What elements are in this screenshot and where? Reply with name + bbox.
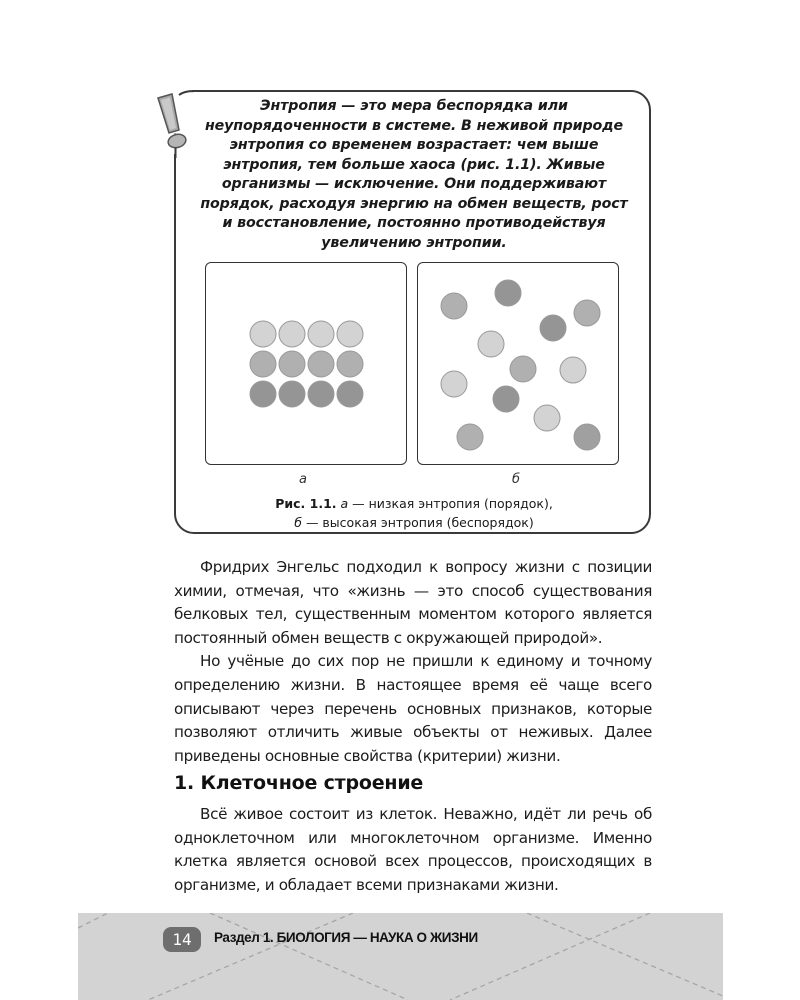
- running-head: Раздел 1. БИОЛОГИЯ — НАУКА О ЖИЗНИ: [214, 930, 478, 945]
- caption-text-a: — низкая энтропия (порядок),: [348, 496, 553, 511]
- body-text-block: [174, 556, 652, 768]
- scattered-particles-illustration: [418, 263, 620, 466]
- caption-line-1: [190, 494, 638, 513]
- figure-panel-high-entropy: [417, 262, 619, 465]
- note-line: организмы — исключение. Они поддерживают: [221, 176, 607, 192]
- note-line: энтропия со временем возрастает: чем выше: [229, 137, 599, 153]
- caption-line-2: [190, 513, 638, 532]
- caption-marker-a: а: [340, 496, 349, 511]
- note-line: порядок, расходуя энергию на обмен веществ, рост: [200, 195, 628, 212]
- caption-marker-b: б: [294, 515, 302, 530]
- figure-panel-low-entropy: [205, 262, 407, 465]
- panel-a-label: а: [299, 472, 307, 487]
- panel-b-label: б: [511, 472, 521, 487]
- paragraph-engels: Фридрих Энгельс подходил к вопросу жизни с позиции химии, отмечая, что «жизнь — это способ существования белковых тел, существенным моментом которого является постоянный обмен веществ с окружающей природой».: [174, 558, 652, 647]
- paragraph-cells: Всё живое состоит из клеток. Неважно, идёт ли речь об одноклеточном или многоклеточном организме. Именно клетка является основой всех процессов, происходящих в организме, и обладает всеми признаками жизни.: [174, 805, 652, 894]
- entropy-definition-text: [190, 97, 638, 253]
- body-text-block-2: [174, 803, 652, 897]
- figure-number: Рис. 1.1.: [275, 496, 337, 511]
- note-line: и восстановление, постоянно противодействуя: [222, 215, 606, 231]
- section-heading: 1. Клеточное строение: [174, 772, 424, 794]
- page-number-badge: 14: [163, 927, 201, 952]
- note-line: увеличению энтропии.: [321, 234, 507, 251]
- note-line: Энтропия — это мера беспорядка или: [260, 98, 568, 114]
- note-line: энтропия, тем больше хаоса (рис. 1.1). Живые: [223, 156, 605, 173]
- caption-text-b: — высокая энтропия (беспорядок): [301, 515, 534, 530]
- page-footer: [78, 913, 723, 1000]
- figure-caption: [190, 494, 638, 532]
- paragraph-definition: Но учёные до сих пор не пришли к единому и точному определению жизни. В настоящее время её чаще всего описывают через перечень основных признаков, которые позволяют отличить живые объекты от неживых. Далее приведены основные свойства (критерии) жизни.: [174, 652, 652, 765]
- ordered-particles-illustration: [206, 263, 408, 466]
- note-line: неупорядоченности в системе. В неживой природе: [204, 117, 624, 134]
